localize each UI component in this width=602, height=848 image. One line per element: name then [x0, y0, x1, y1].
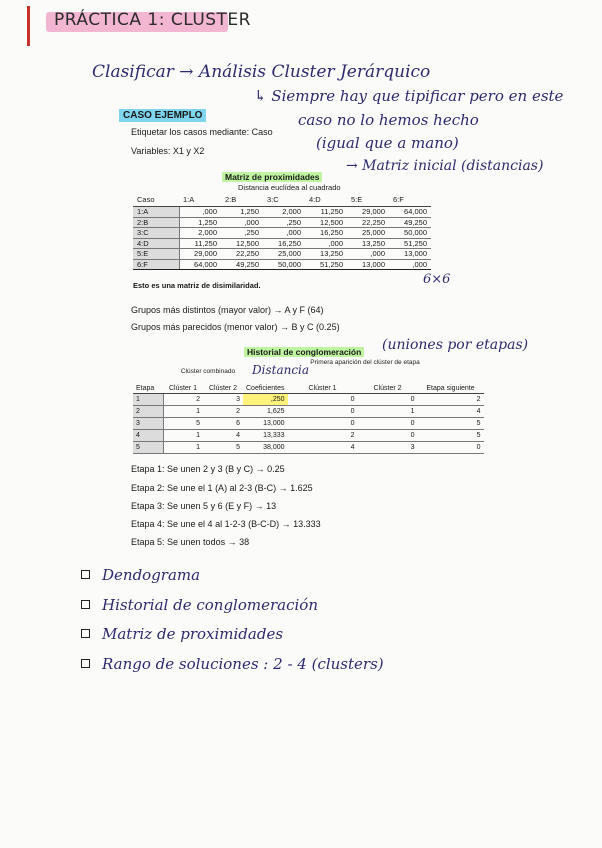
table-cell: 13,000: [347, 259, 389, 270]
table-cell: 5: [203, 442, 243, 454]
table-cell: 2,000: [179, 228, 221, 239]
table-row: [133, 217, 431, 228]
column-header: Clúster 1: [288, 384, 358, 394]
table-cell: 1: [163, 430, 203, 442]
table-cell: 2: [418, 394, 484, 406]
table-header-row: [133, 194, 431, 207]
note-6x6: 6×6: [423, 272, 451, 287]
table-cell: 2: [163, 394, 203, 406]
table-cell: 4: [133, 430, 163, 442]
table-cell: 1,250: [179, 217, 221, 228]
table-cell: 11,250: [305, 207, 347, 218]
column-header: Etapa: [133, 384, 163, 394]
table-cell: 0: [358, 394, 418, 406]
table-cell: 2,000: [263, 207, 305, 218]
table-cell: 22,250: [221, 249, 263, 260]
table-cell: 1,250: [221, 207, 263, 218]
table-cell: 1,625: [243, 406, 288, 418]
group-header-cluster: Clúster combinado: [180, 368, 236, 375]
note-tipificar-3: (igual que a mano): [316, 134, 459, 152]
checklist-item: [81, 655, 384, 673]
table-cell: 29,000: [347, 207, 389, 218]
note-historial: (uniones por etapas): [382, 337, 529, 353]
column-header: Clúster 2: [203, 384, 243, 394]
checklist-item: [81, 596, 318, 614]
table-cell: 13,000: [389, 249, 431, 260]
checklist-item: [81, 625, 283, 643]
table-cell: 5: [133, 442, 163, 454]
table-cell: ,000: [389, 259, 431, 270]
table-cell: 13,333: [243, 430, 288, 442]
checkbox-icon: [81, 600, 90, 609]
column-header: 4:D: [305, 194, 347, 207]
matriz-title: Matriz de proximidades: [222, 167, 322, 185]
caso-ejemplo-badge: CASO EJEMPLO: [119, 109, 206, 122]
table-cell: 11,250: [179, 238, 221, 249]
table-cell: 1:A: [133, 207, 179, 218]
table-cell: 51,250: [305, 259, 347, 270]
table-cell: 64,000: [389, 207, 431, 218]
margin-line: [27, 6, 30, 46]
grupos-distintos: Grupos más distintos (mayor valor) → A y F (64): [131, 305, 324, 315]
table-cell: 1: [163, 406, 203, 418]
table-cell: ,000: [179, 207, 221, 218]
agglomeration-table: [133, 384, 484, 454]
checkbox-icon: [81, 659, 90, 668]
historial-title: Historial de conglomeración: [244, 342, 364, 360]
table-cell: 4:D: [133, 238, 179, 249]
table-cell: 6: [203, 418, 243, 430]
table-header-row: [133, 384, 484, 394]
table-cell: 2: [133, 406, 163, 418]
table-cell: 49,250: [221, 259, 263, 270]
table-cell: 5: [418, 418, 484, 430]
table-row: [133, 249, 431, 260]
column-header: Coeficientes: [243, 384, 288, 394]
table-cell: 0: [358, 418, 418, 430]
table-cell: 2:B: [133, 217, 179, 228]
column-header: Clúster 1: [163, 384, 203, 394]
checklist-item-label: Rango de soluciones : 2 - 4 (clusters): [102, 655, 384, 673]
etapa-line: Etapa 2: Se une el 1 (A) al 2-3 (B-C) → 1.625: [131, 483, 313, 493]
table-cell: 13,250: [347, 238, 389, 249]
caso-etiquetar: Etiquetar los casos mediante: Caso: [131, 127, 273, 137]
table-cell: 2: [288, 430, 358, 442]
checklist-item-label: Dendograma: [102, 566, 201, 584]
table-row: [133, 418, 484, 430]
table-cell: 5: [163, 418, 203, 430]
table-cell: 13,000: [243, 418, 288, 430]
table-cell: 29,000: [179, 249, 221, 260]
table-row: [133, 228, 431, 239]
table-cell: 12,500: [305, 217, 347, 228]
table-cell: 1: [163, 442, 203, 454]
table-cell: 38,000: [243, 442, 288, 454]
table-cell: 12,500: [221, 238, 263, 249]
table-cell: ,250: [221, 228, 263, 239]
table-cell: 50,000: [263, 259, 305, 270]
note-distancia: Distancia: [252, 363, 310, 377]
table-row: [133, 430, 484, 442]
table-cell: 49,250: [389, 217, 431, 228]
table-cell: 50,000: [389, 228, 431, 239]
table-row: [133, 238, 431, 249]
table-cell: ,250: [243, 394, 288, 406]
matriz-subtitle: Distancia euclídea al cuadrado: [238, 183, 341, 192]
table-cell: ,000: [347, 249, 389, 260]
column-header: Etapa siguiente: [418, 384, 484, 394]
table-cell: 6:F: [133, 259, 179, 270]
group-header-aparicion: Primera aparición del clúster de etapa: [310, 359, 420, 366]
table-cell: 0: [288, 418, 358, 430]
page-title: PRÁCTICA 1: CLUSTER: [54, 10, 251, 30]
table-cell: 13,250: [305, 249, 347, 260]
note-matriz: → Matriz inicial (distancias): [346, 158, 544, 174]
table-row: [133, 394, 484, 406]
table-cell: 1: [358, 406, 418, 418]
matriz-footnote: Esto es una matriz de disimilaridad.: [133, 281, 261, 290]
table-cell: 5:E: [133, 249, 179, 260]
table-row: [133, 259, 431, 270]
checkbox-icon: [81, 629, 90, 638]
checklist-item-label: Matriz de proximidades: [102, 625, 284, 643]
table-cell: 25,000: [347, 228, 389, 239]
table-row: [133, 406, 484, 418]
column-header: 5:E: [347, 194, 389, 207]
caso-variables: Variables: X1 y X2: [131, 146, 205, 156]
etapa-line: Etapa 3: Se unen 5 y 6 (E y F) → 13: [131, 501, 277, 511]
table-cell: 3: [358, 442, 418, 454]
table-cell: ,000: [305, 238, 347, 249]
table-cell: 2: [203, 406, 243, 418]
table-cell: 3:C: [133, 228, 179, 239]
section-heading: Clasificar → Análisis Cluster Jerárquico: [92, 62, 431, 82]
column-header: 1:A: [179, 194, 221, 207]
table-row: [133, 207, 431, 218]
table-cell: 3: [133, 418, 163, 430]
grupos-parecidos: Grupos más parecidos (menor valor) → B y C (0.25): [131, 322, 340, 332]
proximity-matrix-table: [133, 194, 431, 270]
table-cell: 22,250: [347, 217, 389, 228]
etapa-line: Etapa 5: Se unen todos → 38: [131, 537, 250, 547]
table-cell: ,000: [263, 228, 305, 239]
note-tipificar-2: caso no lo hemos hecho: [298, 111, 479, 129]
table-cell: 25,000: [263, 249, 305, 260]
etapa-line: Etapa 4: Se une el 4 al 1-2-3 (B-C-D) → 13.333: [131, 519, 321, 529]
table-cell: 64,000: [179, 259, 221, 270]
column-header: Clúster 2: [358, 384, 418, 394]
table-row: [133, 442, 484, 454]
column-header: Caso: [133, 194, 179, 207]
column-header: 2:B: [221, 194, 263, 207]
table-cell: ,000: [221, 217, 263, 228]
table-cell: 5: [418, 430, 484, 442]
table-cell: 3: [203, 394, 243, 406]
note-tipificar-1: ↳ Siempre hay que tipificar pero en este: [254, 87, 564, 105]
table-cell: 16,250: [305, 228, 347, 239]
table-cell: 0: [358, 430, 418, 442]
checklist-item-label: Historial de conglomeración: [102, 596, 318, 614]
table-cell: ,250: [263, 217, 305, 228]
etapa-line: Etapa 1: Se unen 2 y 3 (B y C) → 0.25: [131, 464, 285, 474]
checklist-item: [81, 566, 200, 584]
table-cell: 1: [133, 394, 163, 406]
checkbox-icon: [81, 570, 90, 579]
table-cell: 0: [288, 394, 358, 406]
table-cell: 16,250: [263, 238, 305, 249]
column-header: 6:F: [389, 194, 431, 207]
table-cell: 0: [418, 442, 484, 454]
table-cell: 4: [203, 430, 243, 442]
column-header: 3:C: [263, 194, 305, 207]
table-cell: 4: [288, 442, 358, 454]
table-cell: 0: [288, 406, 358, 418]
table-cell: 4: [418, 406, 484, 418]
table-cell: 51,250: [389, 238, 431, 249]
